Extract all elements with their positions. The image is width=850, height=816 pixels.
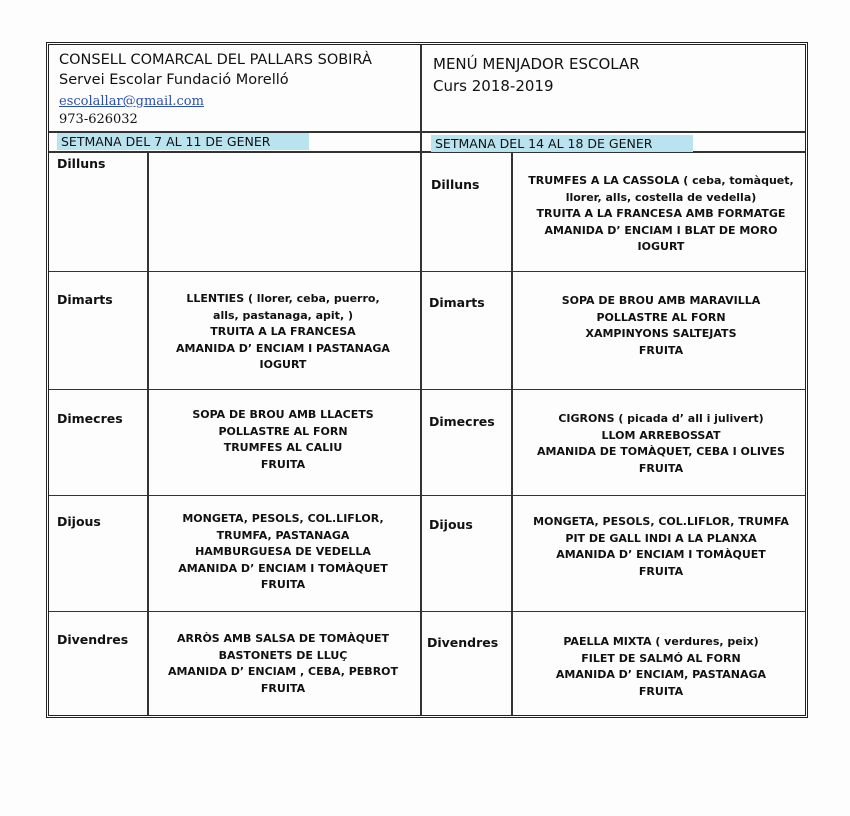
menu-item: FRUITA (260, 681, 306, 695)
week1-day-label: Dijous (57, 514, 101, 529)
menu-item: FRUITA (638, 684, 684, 698)
phone-number: 973-626032 (59, 112, 138, 127)
menu-item: SOPA DE BROU AMB MARAVILLA (561, 294, 761, 307)
menu-item: FRUITA (638, 343, 684, 357)
menu-item: FILET DE SALMÓ AL FORN (581, 651, 741, 665)
right-day-divider (511, 153, 513, 715)
menu-item: MONGETA, PESOLS, COL.LIFLOR, TRUMFA, PASTANAGA (182, 512, 384, 542)
menu-item: BASTONETS DE LLUÇ (218, 648, 348, 662)
menu-item: AMANIDA D’ ENCIAM , CEBA, PEBROT (167, 665, 399, 678)
week2-day-menu (515, 411, 807, 477)
week1-title: SETMANA DEL 7 AL 11 DE GENER (57, 133, 309, 150)
menu-item: AMANIDA D’ ENCIAM I TOMÀQUET (178, 561, 388, 575)
menu-item: FRUITA (260, 578, 306, 591)
week1-day-menu (149, 407, 417, 473)
week1-day-menu (149, 291, 417, 374)
menu-item: AMANIDA D’ ENCIAM I BLAT DE MORO (544, 223, 778, 237)
org-name: CONSELL COMARCAL DEL PALLARS SOBIRÀ (59, 52, 372, 68)
week1-day-menu (149, 511, 417, 594)
menu-item: FRUITA (638, 461, 684, 475)
menu-item: HAMBURGUESA DE VEDELLA (195, 545, 371, 558)
service-name: Servei Escolar Fundació Morelló (59, 72, 289, 88)
menu-item: TRUITA A LA FRANCESA (210, 325, 356, 338)
week2-day-label: Dimarts (429, 295, 485, 310)
week1-day-menu (149, 631, 417, 697)
week2-day-label: Dilluns (431, 177, 480, 192)
menu-item: POLLASTRE AL FORN (596, 310, 726, 324)
menu-item: AMANIDA D’ ENCIAM I PASTANAGA (176, 341, 390, 355)
menu-item: ARRÒS AMB SALSA DE TOMÀQUET (176, 632, 390, 645)
row-rule (49, 495, 805, 496)
row-rule (49, 271, 805, 272)
week1-day-label: Dimecres (57, 411, 123, 426)
week2-day-menu (515, 634, 807, 700)
menu-item: LLENTIES ( llorer, ceba, puerro, alls, pastanaga, apit, ) (186, 292, 380, 322)
week1-day-label: Dilluns (57, 156, 106, 171)
center-divider (420, 45, 422, 715)
week1-day-label: Dimarts (57, 292, 113, 307)
menu-item: TRUMFES AL CALIU (223, 441, 343, 454)
week2-day-label: Dimecres (429, 414, 495, 429)
menu-item: PAELLA MIXTA ( verdures, peix) (563, 635, 759, 648)
week2-day-menu (515, 293, 807, 359)
menu-item: IOGURT (637, 240, 685, 253)
menu-item: AMANIDA DE TOMÀQUET, CEBA I OLIVES (537, 445, 785, 458)
menu-item: FRUITA (260, 457, 306, 471)
menu-title: MENÚ MENJADOR ESCOLAR (433, 55, 640, 73)
row-rule (49, 389, 805, 390)
menu-item: CIGRONS ( picada d’ all i julivert) (558, 412, 764, 425)
email-link[interactable]: escolallar@gmail.com (59, 94, 204, 109)
week2-day-label: Dijous (429, 517, 473, 532)
course-label: Curs 2018-2019 (433, 77, 554, 95)
row-rule (49, 611, 805, 612)
menu-item: SOPA DE BROU AMB LLACETS (192, 408, 374, 421)
week2-day-menu (515, 514, 807, 580)
menu-item: LLOM ARREBOSSAT (601, 428, 721, 442)
menu-item: XAMPINYONS SALTEJATS (585, 327, 737, 340)
menu-item: AMANIDA D’ ENCIAM I TOMÀQUET (556, 548, 766, 561)
week1-day-label: Divendres (57, 632, 129, 647)
menu-item: IOGURT (259, 358, 307, 371)
menu-item: TRUMFES A LA CASSOLA ( ceba, tomàquet, llorer, alls, costella de vedella) (528, 174, 794, 204)
menu-item: AMANIDA D’ ENCIAM, PASTANAGA (555, 668, 767, 681)
menu-item: MONGETA, PESOLS, COL.LIFLOR, TRUMFA (533, 515, 789, 528)
menu-item: FRUITA (638, 564, 684, 578)
menu-item: POLLASTRE AL FORN (218, 424, 348, 438)
menu-item: TRUITA A LA FRANCESA AMB FORMATGE (536, 207, 786, 220)
week2-title: SETMANA DEL 14 AL 18 DE GENER (431, 135, 693, 152)
week2-day-menu (515, 173, 807, 256)
menu-item: PIT DE GALL INDI A LA PLANXA (565, 531, 757, 545)
menu-document (46, 42, 808, 718)
week2-day-label: Divendres (427, 635, 499, 650)
